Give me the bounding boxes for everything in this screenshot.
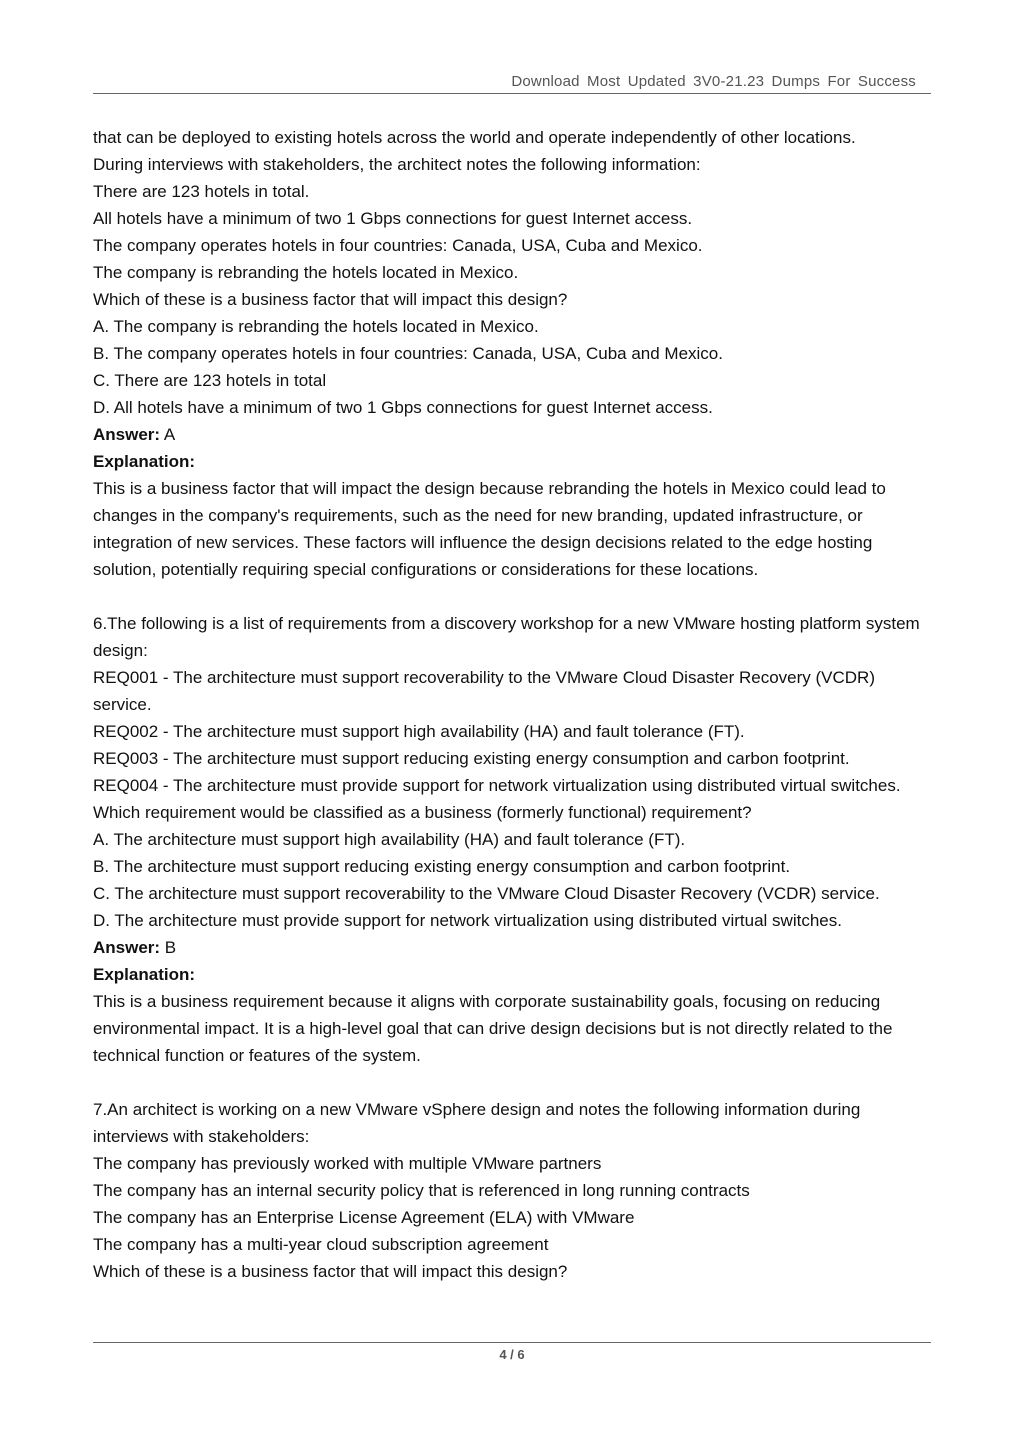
question-prompt: Which requirement would be classified as a business (formerly functional) requirement? xyxy=(93,803,752,822)
document-body xyxy=(93,124,938,1285)
question-text-line: The company is rebranding the hotels located in Mexico. xyxy=(93,263,519,282)
requirement-item: REQ003 - The architecture must support reducing existing energy consumption and carbon footprint. xyxy=(93,749,850,768)
answer-option-b: B. The company operates hotels in four countries: Canada, USA, Cuba and Mexico. xyxy=(93,344,723,363)
answer-option-a: A. The architecture must support high availability (HA) and fault tolerance (FT). xyxy=(93,830,686,849)
requirement-item: REQ004 - The architecture must provide support for network virtualization using distributed virtual switches. xyxy=(93,776,901,795)
requirement-item: REQ001 - The architecture must support recoverability to the VMware Cloud Disaster Recovery (VCDR) service. xyxy=(93,668,875,714)
answer-option-d: D. All hotels have a minimum of two 1 Gbps connections for guest Internet access. xyxy=(93,398,713,417)
explanation-text: This is a business requirement because it aligns with corporate sustainability goals, focusing on reducing environmental impact. It is a high-level goal that can drive design decisions but is not directly related to the technical function or features of the system. xyxy=(93,992,893,1065)
question-prompt: Which of these is a business factor that will impact this design? xyxy=(93,290,568,309)
stakeholder-note: The company has an Enterprise License Agreement (ELA) with VMware xyxy=(93,1208,635,1227)
answer-option-b: B. The architecture must support reducing existing energy consumption and carbon footprint. xyxy=(93,857,791,876)
explanation-label: Explanation: xyxy=(93,452,196,471)
explanation-text: This is a business factor that will impact the design because rebranding the hotels in Mexico could lead to changes in the company's requirements, such as the need for new branding, updated infrastructure, or integration of new services. These factors will influence the design decisions related to the edge hosting solution, potentially requiring special configurations or considerations for these locations. xyxy=(93,479,886,579)
requirement-item: REQ002 - The architecture must support high availability (HA) and fault tolerance (FT). xyxy=(93,722,745,741)
answer-option-a: A. The company is rebranding the hotels located in Mexico. xyxy=(93,317,539,336)
question-text-line: that can be deployed to existing hotels across the world and operate independently of other locations. xyxy=(93,128,856,147)
header-divider xyxy=(93,93,931,94)
question-7 xyxy=(93,1096,938,1285)
answer-option-c: C. There are 123 hotels in total xyxy=(93,371,327,390)
answer-line xyxy=(93,934,938,961)
answer-value: A xyxy=(160,425,176,444)
stakeholder-note: The company has an internal security policy that is referenced in long running contracts xyxy=(93,1181,750,1200)
page-header-text: Download Most Updated 3V0-21.23 Dumps For Success xyxy=(511,73,916,90)
answer-value: B xyxy=(160,938,177,957)
answer-option-c: C. The architecture must support recoverability to the VMware Cloud Disaster Recovery (VCDR) service. xyxy=(93,884,880,903)
answer-option-d: D. The architecture must provide support for network virtualization using distributed virtual switches. xyxy=(93,911,842,930)
question-text-line: During interviews with stakeholders, the architect notes the following information: xyxy=(93,155,701,174)
answer-line xyxy=(93,421,938,448)
explanation-label: Explanation: xyxy=(93,965,196,984)
question-6 xyxy=(93,610,938,1069)
question-text-line: 7.An architect is working on a new VMware vSphere design and notes the following information during interviews with stakeholders: xyxy=(93,1100,861,1146)
stakeholder-note: The company has a multi-year cloud subscription agreement xyxy=(93,1235,549,1254)
question-text-line: There are 123 hotels in total. xyxy=(93,182,310,201)
stakeholder-note: The company has previously worked with multiple VMware partners xyxy=(93,1154,602,1173)
page-number: 4 / 6 xyxy=(499,1347,525,1362)
question-prompt: Which of these is a business factor that will impact this design? xyxy=(93,1262,568,1281)
footer-divider xyxy=(93,1342,931,1343)
answer-label: Answer: xyxy=(93,425,161,444)
question-text-line: The company operates hotels in four countries: Canada, USA, Cuba and Mexico. xyxy=(93,236,703,255)
question-text-line: 6.The following is a list of requirements from a discovery workshop for a new VMware hosting platform system design: xyxy=(93,614,920,660)
answer-label: Answer: xyxy=(93,938,161,957)
question-text-line: All hotels have a minimum of two 1 Gbps connections for guest Internet access. xyxy=(93,209,693,228)
question-5-continued xyxy=(93,124,938,583)
